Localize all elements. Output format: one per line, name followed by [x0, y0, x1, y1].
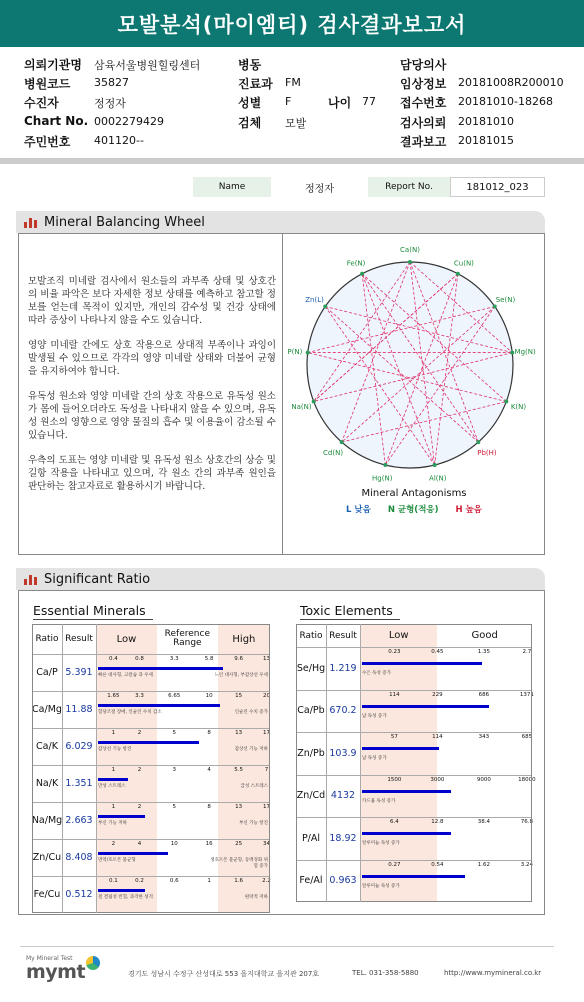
mineral-wheel-diagram: [287, 246, 538, 518]
tick-label: 5.8: [204, 656, 214, 662]
ratio-result: 670.2: [329, 705, 357, 717]
tick-label: 1: [111, 730, 116, 736]
high-note: 급성 스트레스: [240, 784, 268, 789]
ratio-name: Na/K: [35, 778, 59, 789]
low-note: 부신 기능 저하: [98, 821, 127, 826]
ratio-name: Ca/Mg: [32, 704, 62, 715]
report-no-value: 181012_023: [450, 177, 545, 197]
wheel-node: [340, 440, 344, 444]
chart-label: Chart No.: [24, 114, 89, 128]
tick-label: 0.4: [109, 656, 118, 662]
tick-label: 685: [521, 734, 533, 740]
tick-label: 3.24: [520, 861, 533, 868]
ratio-result: 0.963: [329, 875, 357, 887]
legend-low: L 낮음: [346, 505, 371, 515]
col-ratio-header: Ratio: [299, 630, 323, 641]
ratio-name: Fe/Al: [299, 875, 323, 887]
ratio-name: Zn/Cd: [296, 790, 326, 802]
report-title: 모발분석(마이엠티) 검사결과보고서: [0, 0, 584, 47]
tick-label: 6.65: [168, 693, 181, 699]
toxic-note: 수은 독성 증가: [362, 671, 391, 676]
clinical-value: 20181008R200010: [458, 76, 564, 89]
sex-value: F: [285, 95, 292, 108]
hospital-code-label: 병원코드: [24, 77, 71, 91]
tick-label: 1: [207, 878, 211, 884]
ratio-name: Se/Hg: [296, 662, 326, 674]
doctor-label: 담당의사: [400, 58, 447, 72]
tick-label: 57: [390, 734, 398, 740]
toxic-note: 납 독성 증가: [362, 713, 387, 719]
wheel-node-label: Zn(L): [305, 296, 324, 305]
low-note: 혈당조절 장애, 인슐린 수치 감소: [98, 710, 162, 715]
wheel-node: [493, 304, 497, 308]
wheel-description: [28, 275, 276, 505]
tick-label: 2.7: [522, 649, 532, 655]
ratio-result: 0.512: [65, 889, 93, 900]
wheel-legend: [290, 503, 538, 515]
ratio-name: Fe/Cu: [33, 889, 61, 900]
tick-label: 2: [137, 804, 142, 810]
toxic-note: 카드뮴 독성 증가: [362, 798, 396, 804]
section-wheel-title: Mineral Balancing Wheel: [44, 214, 205, 230]
wheel-node: [476, 440, 480, 444]
ward-label: 병동: [238, 58, 262, 72]
footer-rule: [20, 946, 554, 947]
table-border: [32, 624, 270, 913]
tick-label: 114: [432, 734, 443, 740]
essential-title: Essential Minerals: [33, 603, 146, 618]
tick-label: 2: [137, 767, 142, 773]
footer-tel: TEL. 031-358-5880: [352, 969, 419, 977]
tick-label: 38.4: [477, 819, 490, 825]
age-label: 나이: [328, 96, 352, 110]
tick-label: 15: [235, 693, 243, 699]
tick-label: 12.8: [431, 819, 444, 825]
tick-label: 1: [111, 767, 116, 773]
ratio-name: P/Al: [301, 832, 321, 844]
request-label: 검사의뢰: [400, 116, 447, 130]
wheel-paragraph: 유독성 원소와 영양 미네랄 간의 상호 작용으로 유독성 원소가 몸에 들어오더라도 독성을 나타내지 않을 수 있으며, 유독성 원소의 영향으로 영양 물질의 흡수 및 이용율이 감소될 수 있습니다.: [28, 391, 276, 441]
ratio-name: Zn/Pb: [297, 747, 325, 759]
tick-label: 1.62: [477, 861, 490, 868]
tick-label: 16: [205, 841, 213, 847]
tick-label: 10: [205, 693, 213, 699]
tick-label: 2: [111, 841, 116, 847]
tick-label: 1.35: [477, 649, 490, 655]
receipt-value: 20181010-18268: [458, 95, 553, 108]
ratio-result: 5.391: [65, 667, 93, 678]
age-value: 77: [362, 95, 376, 108]
name-value: 정정자: [305, 183, 334, 195]
col-ratio-header: Ratio: [35, 634, 59, 644]
ratio-result: 18.92: [329, 832, 357, 844]
tick-label: 3000: [430, 776, 445, 783]
tick-label: 13: [235, 804, 243, 810]
wheel-node-label: Cu(N): [453, 259, 474, 268]
tick-label: 17: [263, 804, 271, 810]
tick-label: 2: [137, 730, 142, 736]
patient-label: 수진자: [24, 96, 59, 110]
wheel-caption: Mineral Antagonisms: [361, 488, 467, 499]
ratio-name: Zn/Cu: [32, 852, 62, 863]
wheel-node-label: P(N): [287, 348, 303, 357]
resident-label: 주민번호: [24, 135, 71, 149]
section-ratio-header: [16, 568, 545, 590]
wheel-circle: [307, 262, 513, 468]
tick-label: 8: [207, 804, 211, 810]
logo-icon: [86, 956, 100, 970]
report-date-label: 결과보고: [400, 135, 447, 149]
wheel-node-label: K(N): [510, 403, 527, 412]
tick-label: 10: [170, 841, 178, 847]
ratio-name: Ca/Pb: [297, 705, 325, 717]
tick-label: 0.2: [135, 878, 144, 884]
tick-label: 0.27: [388, 861, 401, 868]
wheel-paragraph: 모발조직 미네랄 검사에서 원소들의 과부족 상태 및 상호간의 비율 파악은 보다 자세한 정보 상태를 예측하고 참고할 정보를 얻는데 목적이 있지만, 개인의 감수성 및 건강 상태에 따라 증상이 나타나지 않을 수도 있습니다.: [28, 276, 276, 326]
toxic-table: [296, 624, 536, 902]
wheel-paragraph: 우측의 도표는 영양 미네랄 및 유독성 원소 상호간의 상승 및 길항 작용을 나타내고 있으며, 각 원소 간의 과부족 원인을 판단하는 참고자료로 활용하시기 바랍니다.: [28, 455, 276, 492]
department-label: 진료과: [238, 77, 273, 91]
tick-label: 4: [137, 841, 142, 847]
institution-value: 삼육서울병원힐링센터: [94, 59, 201, 72]
wheel-node: [323, 304, 327, 308]
ratio-name: Ca/P: [36, 667, 58, 678]
specimen-value: 모발: [285, 117, 307, 130]
tick-label: 1371: [519, 691, 534, 698]
wheel-node-label: Mg(N): [514, 348, 536, 357]
essential-table: [32, 624, 270, 902]
tick-label: 0.6: [169, 878, 179, 884]
bar-chart-icon: [24, 573, 38, 585]
sex-label: 성별: [238, 96, 262, 110]
high-note: 편락적 저하: [244, 895, 268, 900]
tick-label: 3.3: [135, 693, 144, 699]
tick-label: 0.54: [431, 861, 444, 868]
high-note: 부신 기능 항진: [239, 821, 268, 826]
ratio-name: Ca/K: [36, 741, 58, 752]
ratio-result: 11.88: [65, 704, 93, 715]
tick-label: 1500: [387, 776, 402, 783]
ratio-result: 103.9: [329, 747, 357, 759]
request-value: 20181010: [458, 115, 514, 128]
tick-label: 0.23: [388, 649, 401, 655]
tick-label: 1.6: [234, 878, 244, 884]
ratio-result: 4132: [330, 790, 356, 802]
divider: [0, 158, 584, 164]
brand-small: My Mineral Test: [26, 955, 73, 962]
patient-value: 정정자: [94, 97, 126, 110]
tick-label: 3: [172, 767, 177, 773]
tick-label: 18000: [518, 776, 536, 783]
toxic-title: Toxic Elements: [300, 603, 393, 618]
resident-value: 401120--: [94, 134, 144, 147]
ratio-result: 8.408: [65, 852, 93, 863]
tick-label: 17: [263, 730, 271, 736]
wheel-node-label: Se(N): [495, 296, 516, 305]
table-border: [296, 624, 532, 902]
col-result-header: Result: [65, 634, 93, 644]
tick-label: 343: [478, 734, 490, 740]
hospital-code-value: 35827: [94, 76, 129, 89]
col-ref-header: Reference Range: [164, 629, 210, 648]
toxic-note: 납 독성 증가: [362, 756, 387, 761]
wheel-node: [433, 463, 437, 467]
wheel-paragraph: 영양 미네랄 간에도 상호 작용으로 상대적 부족이나 과잉이 발생될 수 있으므로 각각의 영양 미네랄 상태와 더불어 균형을 유지하여야 합니다.: [28, 340, 276, 377]
col-rule: [360, 624, 361, 902]
essential-underline: [33, 619, 153, 620]
col-good-header: Good: [471, 630, 498, 641]
toxic-underline: [300, 619, 400, 620]
institution-label: 의뢰기관명: [24, 58, 82, 72]
wheel-node: [408, 260, 412, 264]
brand-logo: mymt: [26, 961, 86, 983]
col-rule: [62, 624, 63, 913]
col-low-header: Low: [116, 633, 137, 645]
tick-label: 4: [207, 767, 211, 773]
tick-label: 20: [263, 693, 271, 699]
tick-label: 686: [478, 691, 490, 698]
low-note: 면역/호르몬 불균형: [98, 858, 136, 863]
wheel-node: [312, 400, 316, 404]
patient-info-block: [0, 52, 584, 156]
low-note: 만성 스트레스: [98, 784, 126, 789]
tick-label: 25: [235, 841, 243, 847]
section-ratio-title: Significant Ratio: [44, 571, 151, 587]
low-note: 철 결핍성 빈혈, 과격한 성격: [98, 895, 153, 900]
wheel-node-label: Cd(N): [323, 448, 344, 457]
col-rule: [96, 624, 97, 913]
footer-url: http://www.mymineral.co.kr: [444, 969, 542, 977]
ratio-result: 2.663: [65, 815, 93, 826]
high-note: 생호르몬 불균형, 동맥경화 위험 증가: [210, 858, 268, 869]
report-no-label: Report No.: [368, 177, 450, 197]
wheel-node-label: Ca(N): [400, 246, 420, 254]
tick-label: 9000: [476, 776, 491, 783]
legend-high: H 높음: [455, 505, 482, 515]
bar-chart-icon: [24, 216, 38, 228]
tick-label: 0.1: [109, 878, 118, 884]
ratio-result: 1.219: [329, 662, 357, 674]
high-note: 갑상선 기능 저하: [234, 747, 268, 752]
tick-label: 8: [207, 730, 211, 736]
department-value: FM: [285, 76, 301, 89]
wheel-node-label: Al(N): [429, 474, 447, 483]
tick-label: 3.3: [169, 656, 179, 662]
legend-normal: N 균형(적응): [387, 505, 439, 515]
tick-label: 5: [172, 804, 177, 810]
high-note: 느린 대사형, 부갑상선 우세: [214, 673, 268, 678]
footer-address: 경기도 성남시 수정구 산성대로 553 을지대학교 을지관 207호: [128, 970, 320, 978]
clinical-label: 임상정보: [400, 77, 447, 91]
ratio-result: 6.029: [65, 741, 93, 752]
wheel-node: [456, 272, 460, 276]
tick-label: 0.45: [431, 649, 444, 655]
toxic-note: 알루미늄 독성 증가: [362, 883, 400, 889]
tick-label: 1.65: [107, 693, 120, 699]
col-high-header: High: [232, 633, 256, 645]
wheel-node-label: Hg(N): [372, 474, 393, 483]
tick-label: 9.6: [234, 656, 244, 662]
ratio-result: 1.351: [65, 778, 93, 789]
wheel-node: [360, 272, 364, 276]
tick-label: 76.8: [520, 819, 533, 825]
wheel-node: [504, 400, 508, 404]
wheel-node: [306, 351, 310, 355]
wheel-node-label: Pb(H): [477, 448, 497, 457]
chart-value: 0002279429: [94, 115, 164, 128]
col-rule: [326, 624, 327, 902]
tick-label: 114: [389, 691, 400, 698]
tick-label: 229: [432, 691, 443, 698]
name-label: Name: [193, 177, 271, 197]
tick-label: 6.4: [390, 819, 399, 825]
specimen-label: 검체: [238, 116, 262, 130]
wheel-node-label: Fe(N): [346, 259, 366, 268]
col-low-header: Low: [388, 630, 409, 641]
report-date-value: 20181015: [458, 134, 514, 147]
low-note: 갑상선 기능 항진: [98, 747, 132, 752]
tick-label: 34: [263, 841, 271, 847]
ratio-name: Na/Mg: [31, 815, 63, 826]
tick-label: 13: [263, 656, 271, 662]
col-result-header: Result: [329, 630, 357, 641]
tick-label: 7: [264, 767, 269, 773]
wheel-divider: [282, 233, 283, 555]
tick-label: 5.5: [234, 767, 244, 773]
receipt-label: 접수번호: [400, 96, 447, 110]
section-wheel-header: [16, 211, 545, 233]
tick-label: 13: [235, 730, 243, 736]
tick-label: 0.8: [135, 656, 144, 662]
low-note: 빠른 대사형, 고칼슘 과 우세: [98, 673, 153, 678]
toxic-note: 알루미늄 독성 증가: [362, 841, 400, 846]
high-note: 인슐린 수치 증가: [234, 710, 268, 715]
tick-label: 5: [172, 730, 177, 736]
tick-label: 2.2: [262, 878, 271, 884]
wheel-node-label: Na(N): [291, 403, 312, 412]
wheel-node: [383, 463, 387, 467]
tick-label: 1: [111, 804, 116, 810]
